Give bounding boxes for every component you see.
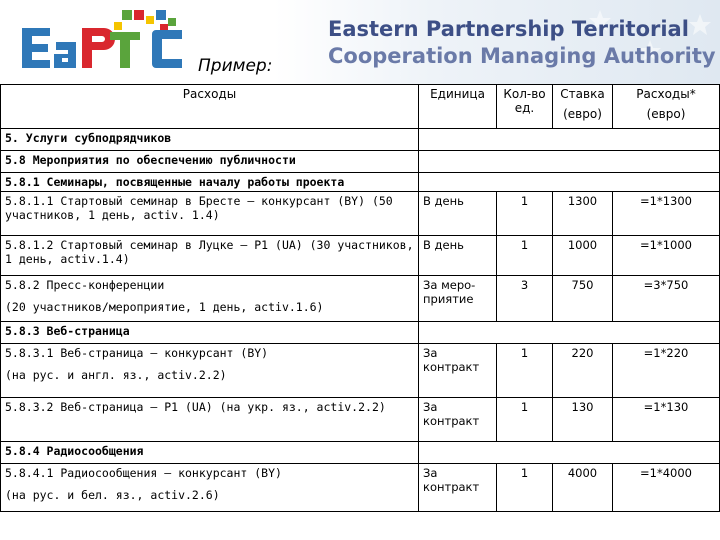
line-gap — [5, 480, 414, 488]
table-header-row — [1, 85, 720, 129]
item-total: =1*220 — [613, 344, 720, 398]
table-row — [1, 236, 720, 276]
item-unit: В день — [419, 236, 497, 276]
item-rate: 750 — [553, 276, 613, 322]
section-row — [1, 442, 720, 464]
item-rate: 220 — [553, 344, 613, 398]
table-row — [1, 344, 720, 398]
table-body — [1, 129, 720, 512]
item-unit: За контракт — [419, 344, 497, 398]
item-total: =1*1300 — [613, 192, 720, 236]
item-description — [1, 192, 419, 236]
section-title: 5.8.1 Семинары, посвященные началу работы проекта — [1, 173, 419, 192]
section-row — [1, 173, 720, 192]
section-row — [1, 322, 720, 344]
item-description-main: 5.8.3.1 Веб-страница – конкурсант (BY) — [5, 346, 269, 360]
item-unit: За контракт — [419, 464, 497, 512]
item-description-main: 5.8.1.1 Стартовый семинар в Бресте – конкурсант (BY) (50 участников, 1 день, activ. 1.4) — [5, 194, 393, 222]
example-label: Пример: — [198, 56, 273, 76]
empty-cell — [419, 129, 720, 151]
budget-table — [0, 84, 720, 512]
table-row — [1, 192, 720, 236]
header-rate — [553, 85, 613, 129]
item-total: =1*4000 — [613, 464, 720, 512]
org-title-line-1: Eastern Partnership Territorial — [328, 17, 689, 41]
item-description — [1, 276, 419, 322]
empty-cell — [419, 151, 720, 173]
item-unit: В день — [419, 192, 497, 236]
item-description-detail: (20 участников/мероприятие, 1 день, activ.1.6) — [5, 300, 324, 314]
item-rate: 130 — [553, 398, 613, 442]
item-total: =3*750 — [613, 276, 720, 322]
item-quantity: 1 — [497, 236, 553, 276]
item-quantity: 1 — [497, 464, 553, 512]
item-description-main: 5.8.3.2 Веб-страница – Р1 (UA) (на укр. яз., activ.2.2) — [5, 400, 386, 414]
line-gap — [5, 360, 414, 368]
header-unit: Единица — [419, 85, 497, 129]
item-quantity: 1 — [497, 192, 553, 236]
section-title: 5.8.3 Веб-страница — [1, 322, 419, 344]
empty-cell — [419, 442, 720, 464]
item-description — [1, 236, 419, 276]
item-unit: За меро-приятие — [419, 276, 497, 322]
item-description-detail: (на рус. и англ. яз., activ.2.2) — [5, 368, 227, 382]
table-row — [1, 276, 720, 322]
header-quantity: Кол-во ед. — [497, 85, 553, 129]
item-description-main: 5.8.2 Пресс-конференции — [5, 278, 165, 292]
section-row — [1, 151, 720, 173]
section-title: 5.8.4 Радиосообщения — [1, 442, 419, 464]
item-description-main: 5.8.1.2 Стартовый семинар в Луцке – Р1 (UA) (30 участников, 1 день, activ.1.4) — [5, 238, 414, 266]
item-description — [1, 344, 419, 398]
item-description — [1, 464, 419, 512]
item-rate: 1000 — [553, 236, 613, 276]
table-row — [1, 464, 720, 512]
item-description-main: 5.8.4.1 Радиосообщения – конкурсант (BY) — [5, 466, 282, 480]
header-rate-unit: (евро) — [563, 107, 602, 121]
item-quantity: 1 — [497, 398, 553, 442]
section-row — [1, 129, 720, 151]
header-total — [613, 85, 720, 129]
item-description — [1, 398, 419, 442]
table-row — [1, 398, 720, 442]
item-quantity: 1 — [497, 344, 553, 398]
slide-header — [0, 0, 720, 84]
item-quantity: 3 — [497, 276, 553, 322]
item-rate: 4000 — [553, 464, 613, 512]
empty-cell — [419, 322, 720, 344]
item-total: =1*130 — [613, 398, 720, 442]
item-rate: 1300 — [553, 192, 613, 236]
item-description-detail: (на рус. и бел. яз., activ.2.6) — [5, 488, 220, 502]
line-gap — [5, 292, 414, 300]
item-total: =1*1000 — [613, 236, 720, 276]
header-total-unit: (евро) — [646, 107, 686, 121]
eaptc-logo — [18, 8, 188, 80]
organization-title — [328, 16, 716, 70]
org-title-line-2: Cooperation Managing Authority — [328, 44, 716, 68]
header-rate-label: Ставка — [560, 87, 605, 101]
section-title: 5. Услуги субподрядчиков — [1, 129, 419, 151]
empty-cell — [419, 173, 720, 192]
header-total-label: Расходы* — [636, 87, 696, 101]
section-title: 5.8 Мероприятия по обеспечению публичности — [1, 151, 419, 173]
header-expenses: Расходы — [1, 85, 419, 129]
item-unit: За контракт — [419, 398, 497, 442]
